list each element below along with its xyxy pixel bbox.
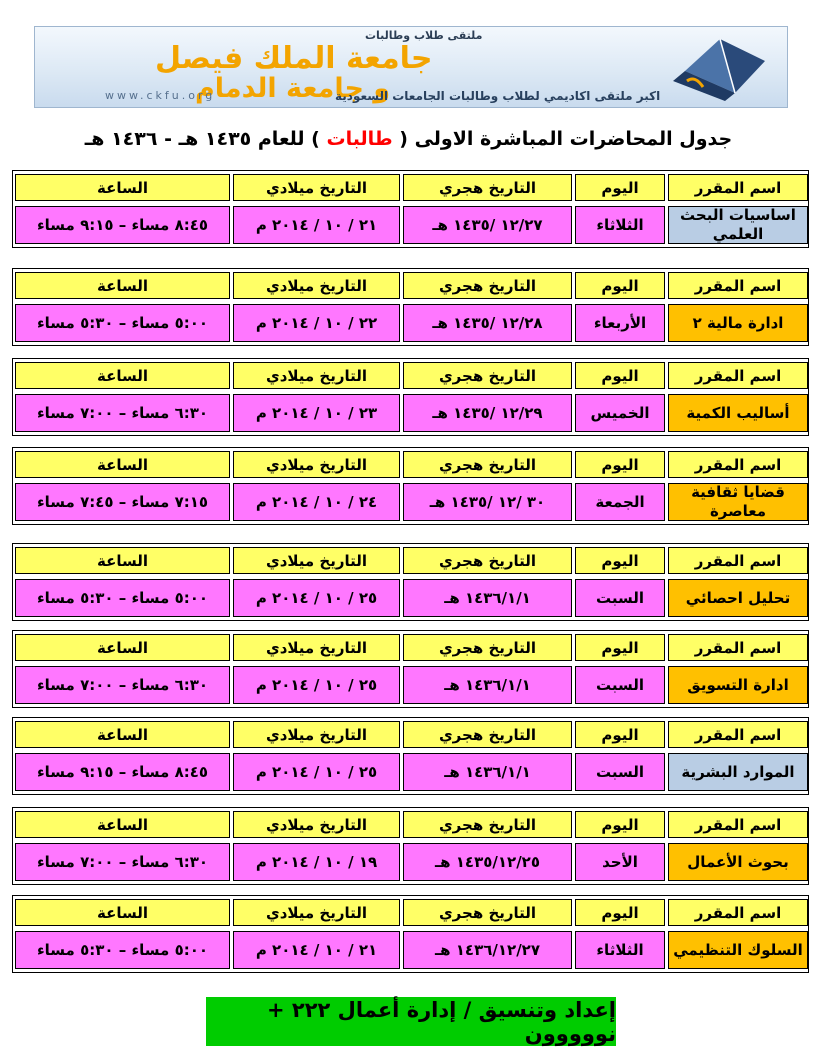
cell-day: الثلاثاء [575,931,665,969]
header-gregorian: التاريخ ميلادي [233,547,400,574]
header-hijri: التاريخ هجري [403,174,572,201]
cell-hijri: ١٢/٢٨ /١٤٣٥ هـ [403,304,572,342]
header-day: اليوم [575,899,665,926]
cell-course: السلوك التنظيمي [668,931,808,969]
header-time: الساعة [15,272,230,299]
footer-credit: إعداد وتنسيق / إدارة أعمال ٢٢٢ + نووووون [206,997,616,1046]
cell-hijri: ١٤٣٥/١٢/٢٥ هـ [403,843,572,881]
cell-day: الأحد [575,843,665,881]
header-time: الساعة [15,811,230,838]
header-hijri: التاريخ هجري [403,272,572,299]
header-gregorian: التاريخ ميلادي [233,899,400,926]
header-time: الساعة [15,362,230,389]
cell-hijri: ١٢/٢٩ /١٤٣٥ هـ [403,394,572,432]
header-course: اسم المقرر [668,272,808,299]
cell-gregorian: ٢١ / ١٠ / ٢٠١٤ م [233,206,400,244]
header-hijri: التاريخ هجري [403,899,572,926]
header-day: اليوم [575,451,665,478]
cell-time: ٨:٤٥ مساء – ٩:١٥ مساء [15,753,230,791]
banner-line2: و جامعة الدمام [195,73,391,104]
cell-day: السبت [575,579,665,617]
header-hijri: التاريخ هجري [403,451,572,478]
schedule-block [12,543,809,621]
header-day: اليوم [575,721,665,748]
cell-gregorian: ٢٥ / ١٠ / ٢٠١٤ م [233,579,400,617]
header-course: اسم المقرر [668,899,808,926]
schedule-block [12,268,809,346]
title-highlight: طالبات [326,128,393,150]
header-gregorian: التاريخ ميلادي [233,451,400,478]
schedule-block [12,170,809,248]
cell-hijri: ١٤٣٦/١/١ هـ [403,579,572,617]
title-before: جدول المحاضرات المباشرة الاولى ( [399,128,733,150]
header-time: الساعة [15,174,230,201]
cell-course: ادارة التسويق [668,666,808,704]
header-course: اسم المقرر [668,547,808,574]
cell-course: اساسيات البحث العلمي [668,206,808,244]
schedule-block [12,630,809,708]
cell-course: بحوث الأعمال [668,843,808,881]
header-course: اسم المقرر [668,362,808,389]
cell-course: تحليل احصائي [668,579,808,617]
header-hijri: التاريخ هجري [403,721,572,748]
header-gregorian: التاريخ ميلادي [233,272,400,299]
cell-course: الموارد البشرية [668,753,808,791]
cell-hijri: ١٤٣٦/١/١ هـ [403,666,572,704]
banner-slogan: اكبر ملتقى اكاديمي لطلاب وطالبات الجامعات السعودية [335,89,661,103]
cell-day: الخميس [575,394,665,432]
site-banner [34,26,788,108]
cell-course: ادارة مالية ٢ [668,304,808,342]
header-course: اسم المقرر [668,634,808,661]
header-hijri: التاريخ هجري [403,362,572,389]
title-after: ) للعام ١٤٣٥ هـ - ١٤٣٦ هـ [84,128,320,150]
cell-day: الأربعاء [575,304,665,342]
header-day: اليوم [575,174,665,201]
header-course: اسم المقرر [668,451,808,478]
header-gregorian: التاريخ ميلادي [233,811,400,838]
header-gregorian: التاريخ ميلادي [233,174,400,201]
cell-course: قضايا ثقافية معاصرة [668,483,808,521]
cell-day: الثلاثاء [575,206,665,244]
header-course: اسم المقرر [668,811,808,838]
header-course: اسم المقرر [668,174,808,201]
cell-hijri: ١٤٣٦/١/١ هـ [403,753,572,791]
header-course: اسم المقرر [668,721,808,748]
cell-gregorian: ٢٢ / ١٠ / ٢٠١٤ م [233,304,400,342]
cell-gregorian: ٢٥ / ١٠ / ٢٠١٤ م [233,666,400,704]
cell-gregorian: ٢٣ / ١٠ / ٢٠١٤ م [233,394,400,432]
header-hijri: التاريخ هجري [403,634,572,661]
header-hijri: التاريخ هجري [403,547,572,574]
header-gregorian: التاريخ ميلادي [233,721,400,748]
header-day: اليوم [575,634,665,661]
banner-logo-icon [665,31,775,105]
schedule-block [12,447,809,525]
cell-hijri: ١٤٣٦/١٢/٢٧ هـ [403,931,572,969]
cell-gregorian: ٢٤ / ١٠ / ٢٠١٤ م [233,483,400,521]
header-day: اليوم [575,547,665,574]
banner-top-text: ملتقى طلاب وطالبات [365,29,483,42]
schedule-block [12,807,809,885]
cell-gregorian: ١٩ / ١٠ / ٢٠١٤ م [233,843,400,881]
header-day: اليوم [575,811,665,838]
cell-hijri: ٣٠ /١٢ /١٤٣٥ هـ [403,483,572,521]
cell-day: الجمعة [575,483,665,521]
cell-time: ٧:١٥ مساء – ٧:٤٥ مساء [15,483,230,521]
header-gregorian: التاريخ ميلادي [233,362,400,389]
cell-day: السبت [575,666,665,704]
cell-time: ٥:٠٠ مساء – ٥:٣٠ مساء [15,931,230,969]
header-day: اليوم [575,272,665,299]
banner-url: www.ckfu.org [105,89,216,102]
page-title [0,128,817,150]
schedule-block [12,717,809,795]
header-hijri: التاريخ هجري [403,811,572,838]
cell-day: السبت [575,753,665,791]
header-time: الساعة [15,899,230,926]
cell-course: أساليب الكمية [668,394,808,432]
cell-time: ٦:٣٠ مساء – ٧:٠٠ مساء [15,666,230,704]
cell-gregorian: ٢٥ / ١٠ / ٢٠١٤ م [233,753,400,791]
header-time: الساعة [15,451,230,478]
cell-time: ٥:٠٠ مساء – ٥:٣٠ مساء [15,579,230,617]
cell-time: ٦:٣٠ مساء – ٧:٠٠ مساء [15,394,230,432]
cell-hijri: ١٢/٢٧ /١٤٣٥ هـ [403,206,572,244]
cell-time: ٨:٤٥ مساء – ٩:١٥ مساء [15,206,230,244]
header-time: الساعة [15,547,230,574]
cell-gregorian: ٢١ / ١٠ / ٢٠١٤ م [233,931,400,969]
header-time: الساعة [15,634,230,661]
header-day: اليوم [575,362,665,389]
header-time: الساعة [15,721,230,748]
banner-line1: جامعة الملك فيصل [155,41,433,76]
schedule-block [12,895,809,973]
schedule-block [12,358,809,436]
cell-time: ٥:٠٠ مساء – ٥:٣٠ مساء [15,304,230,342]
cell-time: ٦:٣٠ مساء – ٧:٠٠ مساء [15,843,230,881]
header-gregorian: التاريخ ميلادي [233,634,400,661]
